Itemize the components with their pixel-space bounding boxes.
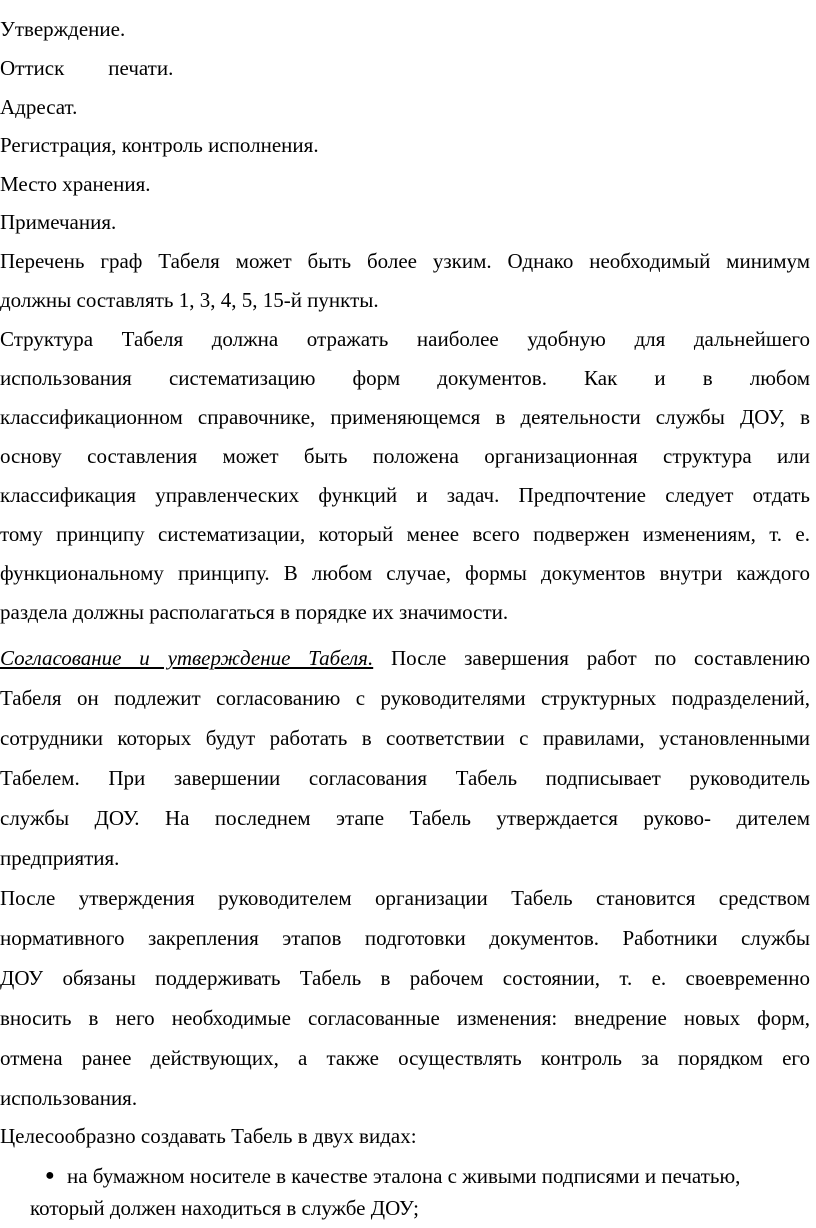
paragraph-2-line: классификация управленческих функций и задач. Предпочтение следует отдать <box>0 483 810 507</box>
bullet-item-line: на бумажном носителе в качестве эталона с живыми подписями и печатью, <box>67 1164 741 1188</box>
paragraph-4-line: отмена ранее действующих, а также осуществлять контроль за порядком его <box>0 1046 810 1070</box>
list-item-stamp <box>0 56 173 80</box>
paragraph-3-line: Табелем. При завершении согласования Табель подписывает руководитель <box>0 766 810 790</box>
paragraph-5-line: Целесообразно создавать Табель в двух видах: <box>0 1124 417 1148</box>
paragraph-2-line: раздела должны располагаться в порядке их значимости. <box>0 600 509 624</box>
paragraph-2-line: Структура Табеля должна отражать наиболее удобную для дальнейшего <box>0 327 810 351</box>
list-item-stamp-word2: печати. <box>108 56 174 80</box>
list-item-registration: Регистрация, контроль исполнения. <box>0 133 319 157</box>
paragraph-1-line: Перечень граф Табеля может быть более узким. Однако необходимый минимум <box>0 249 810 273</box>
paragraph-4-line: После утверждения руководителем организации Табель становится средством <box>0 886 810 910</box>
list-item-storage: Место хранения. <box>0 172 151 196</box>
paragraph-3-line: Табеля он подлежит согласованию с руководителями структурных подразделений, <box>0 686 810 710</box>
paragraph-4-line: использования. <box>0 1086 138 1110</box>
list-item-approval: Утверждение. <box>0 17 126 41</box>
list-item-stamp-word1: Оттиск <box>0 56 65 80</box>
paragraph-2-line: использования систематизацию форм документов. Как и в любом <box>0 366 810 390</box>
paragraph-3-line: службы ДОУ. На последнем этапе Табель утверждается руково- дителем <box>0 806 810 830</box>
paragraph-2-line: основу составления может быть положена организационная структура или <box>0 444 810 468</box>
list-item-addressee: Адресат. <box>0 95 78 119</box>
paragraph-2-line: тому принципу систематизации, который менее всего подвержен изменениям, т. е. <box>0 522 810 546</box>
paragraph-4-line: нормативного закрепления этапов подготовки документов. Работники службы <box>0 926 810 950</box>
paragraph-1-line: должны составлять 1, 3, 4, 5, 15-й пункты. <box>0 288 379 312</box>
paragraph-2-line: функциональному принципу. В любом случае, формы документов внутри каждого <box>0 561 810 585</box>
list-item-notes: Примечания. <box>0 210 117 234</box>
paragraph-3-line: сотрудники которых будут работать в соответствии с правилами, установленными <box>0 726 810 750</box>
paragraph-4-line: вносить в него необходимые согласованные изменения: внедрение новых форм, <box>0 1006 810 1030</box>
paragraph-3-first-line <box>0 646 810 670</box>
paragraph-4-line: ДОУ обязаны поддерживать Табель в рабочем состоянии, т. е. своевременно <box>0 966 810 990</box>
paragraph-2-line: классификационном справочнике, применяющемся в деятельности службы ДОУ, в <box>0 405 810 429</box>
paragraph-3-line: предприятия. <box>0 846 120 870</box>
paragraph-3-first-text: После завершения работ по составлению <box>391 646 811 670</box>
bullet-icon: ● <box>45 1167 55 1184</box>
bullet-item-line: который должен находиться в службе ДОУ; <box>30 1196 419 1220</box>
section-heading: Согласование и утверждение Табеля. <box>0 646 374 670</box>
